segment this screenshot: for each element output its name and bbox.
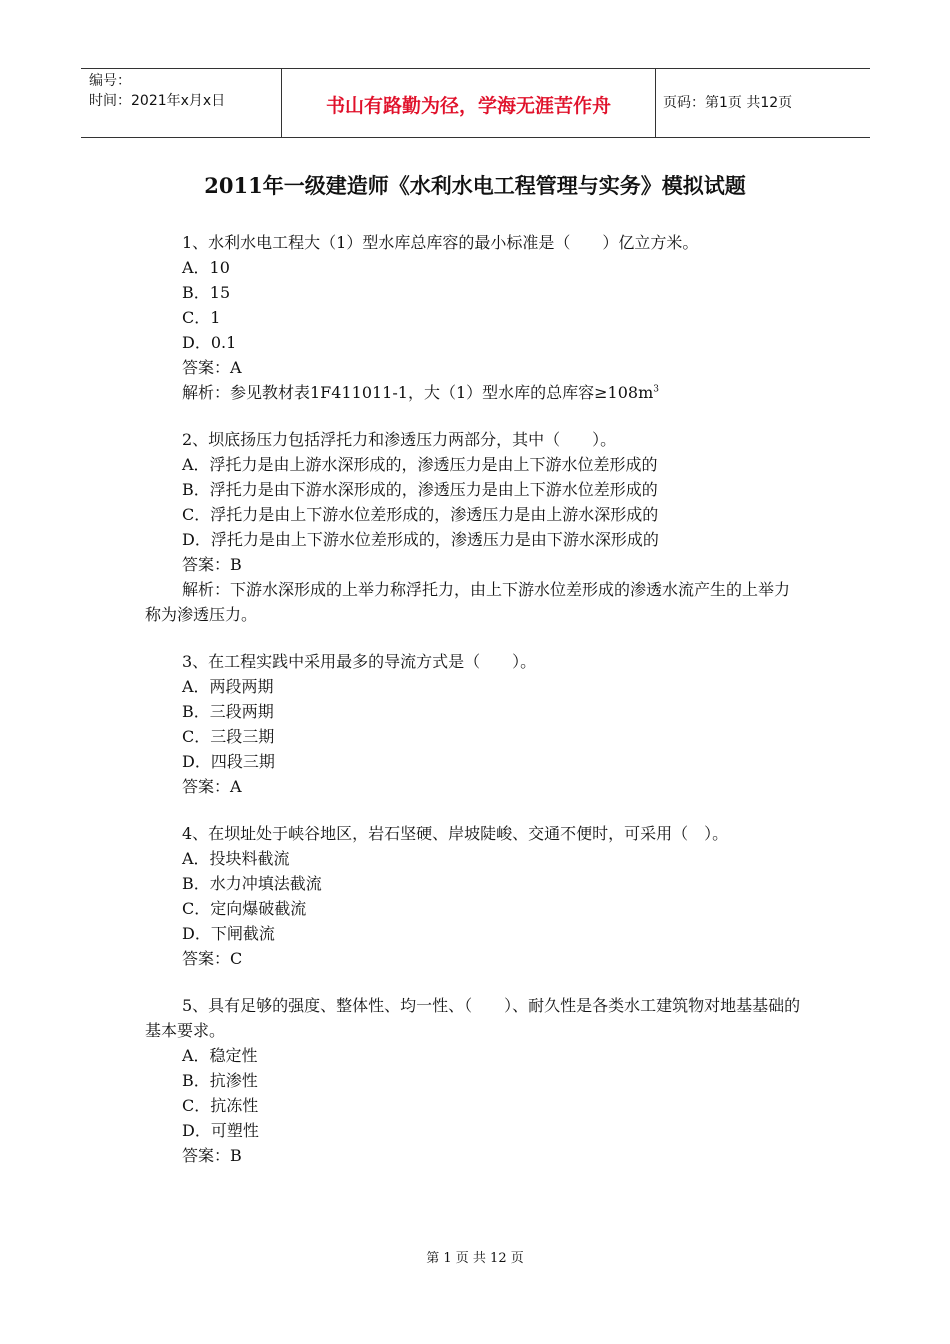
option: C．三段三期 bbox=[182, 727, 275, 746]
question-text: 2、坝底扬压力包括浮托力和渗透压力两部分，其中（ ）。 bbox=[182, 430, 617, 449]
superscript: 3 bbox=[653, 384, 659, 395]
analysis: 解析：下游水深形成的上举力称浮托力，由上下游水位差形成的渗透水流产生的上举力称为渗透压力。 bbox=[145, 580, 791, 624]
option: A．浮托力是由上游水深形成的，渗透压力是由上下游水位差形成的 bbox=[182, 455, 658, 474]
option: B．水力冲填法截流 bbox=[182, 874, 322, 893]
document-header bbox=[81, 68, 870, 138]
option: C．定向爆破截流 bbox=[182, 899, 307, 918]
answer: 答案：B bbox=[182, 1146, 242, 1165]
answer: 答案：A bbox=[182, 777, 242, 796]
option: B．浮托力是由下游水深形成的，渗透压力是由上下游水位差形成的 bbox=[182, 480, 658, 499]
header-center-cell bbox=[281, 69, 656, 137]
option: D．四段三期 bbox=[182, 752, 275, 771]
question-text: 3、在工程实践中采用最多的导流方式是（ ）。 bbox=[182, 652, 537, 671]
option: C．抗冻性 bbox=[182, 1096, 259, 1115]
question-5 bbox=[145, 993, 805, 1168]
answer: 答案：A bbox=[182, 358, 242, 377]
analysis bbox=[145, 380, 805, 405]
option: A．投块料截流 bbox=[182, 849, 290, 868]
document-title: 2011年一级建造师《水利水电工程管理与实务》模拟试题 bbox=[204, 173, 746, 198]
question-2 bbox=[145, 427, 805, 627]
answer: 答案：C bbox=[182, 949, 243, 968]
option: A．稳定性 bbox=[182, 1046, 258, 1065]
option: B．抗渗性 bbox=[182, 1071, 258, 1090]
analysis-text: 解析：参见教材表1F411011-1，大（1）型水库的总库容≥108m bbox=[182, 383, 654, 402]
time-label: 时间：2021年x月x日 bbox=[89, 93, 226, 109]
question-text: 1、水利水电工程大（1）型水库总库容的最小标准是（ ）亿立方米。 bbox=[182, 233, 699, 252]
page-footer: 第 1 页 共 12 页 bbox=[426, 1251, 524, 1266]
option: C．1 bbox=[182, 308, 221, 327]
option: D．0.1 bbox=[182, 333, 237, 352]
question-text: 5、具有足够的强度、整体性、均一性、（ ）、耐久性是各类水工建筑物对地基基础的基本要求。 bbox=[145, 996, 801, 1040]
header-right-cell bbox=[655, 69, 870, 137]
question-text: 4、在坝址处于峡谷地区，岩石坚硬、岸坡陡峻、交通不便时，可采用（ ）。 bbox=[182, 824, 729, 843]
option: A．两段两期 bbox=[182, 677, 274, 696]
option: D．可塑性 bbox=[182, 1121, 259, 1140]
answer: 答案：B bbox=[182, 555, 242, 574]
option: A．10 bbox=[182, 258, 230, 277]
question-3 bbox=[145, 649, 805, 799]
header-left-cell bbox=[81, 69, 281, 137]
number-label: 编号： bbox=[89, 73, 131, 89]
option: D．下闸截流 bbox=[182, 924, 275, 943]
question-1 bbox=[145, 230, 805, 405]
option: C．浮托力是由上下游水位差形成的，渗透压力是由上游水深形成的 bbox=[182, 505, 659, 524]
question-list bbox=[145, 230, 805, 1190]
question-4 bbox=[145, 821, 805, 971]
option: D．浮托力是由上下游水位差形成的，渗透压力是由下游水深形成的 bbox=[182, 530, 659, 549]
option: B．三段两期 bbox=[182, 702, 274, 721]
header-motto: 书山有路勤为径，学海无涯苦作舟 bbox=[325, 95, 611, 117]
option: B．15 bbox=[182, 283, 231, 302]
header-page-info: 页码：第1页 共12页 bbox=[663, 95, 793, 111]
